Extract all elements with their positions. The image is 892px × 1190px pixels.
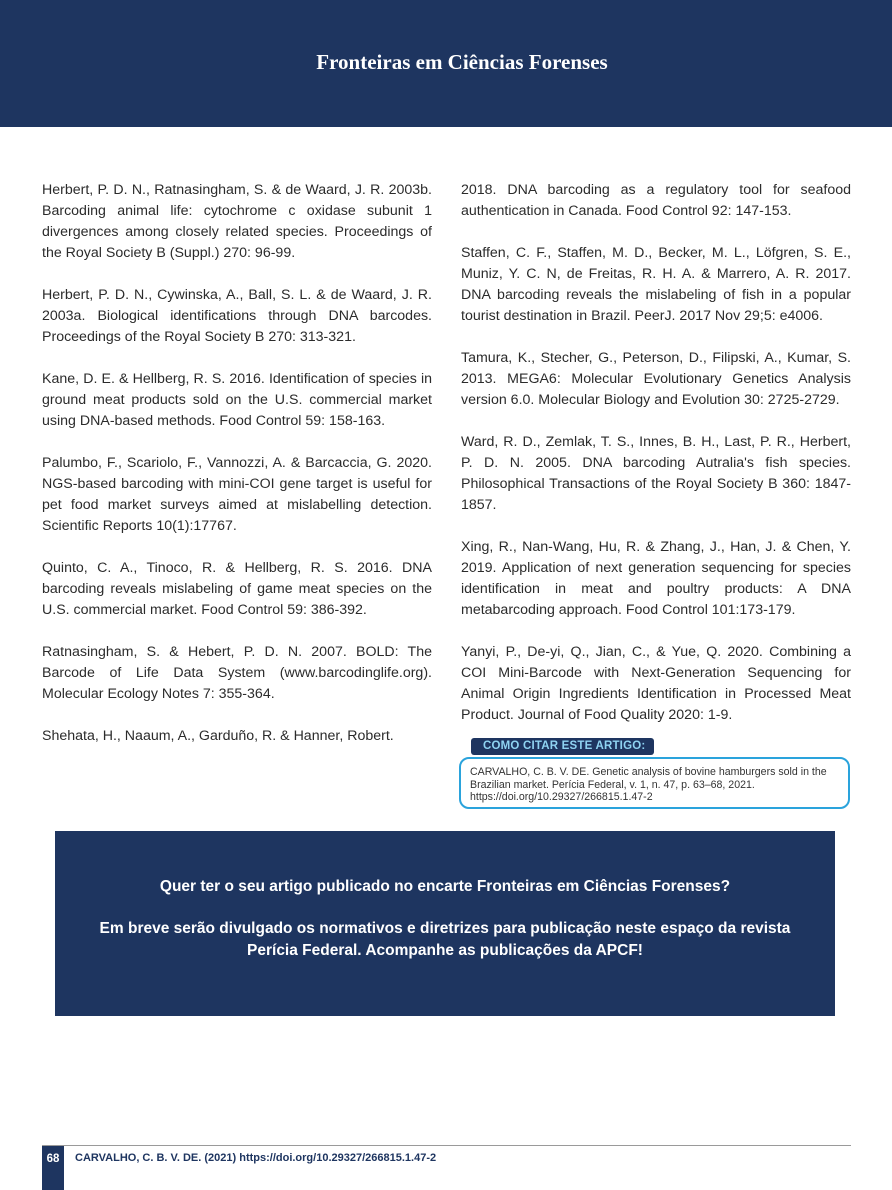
call-to-action-box	[55, 831, 835, 1016]
header-banner	[0, 0, 892, 127]
citation-label: COMO CITAR ESTE ARTIGO:	[471, 738, 654, 755]
reference-entry: Staffen, C. F., Staffen, M. D., Becker, M. L., Löfgren, S. E., Muniz, Y. C. N, de Freitas, R. H. A. & Marrero, A. R. 2017. DNA barcoding reveals the mislabeling of fish in a popular tourist destination in Brazil. PeerJ. 2017 Nov 29;5: e4006.	[461, 245, 851, 324]
references-left-column	[42, 180, 432, 768]
reference-entry: Ward, R. D., Zemlak, T. S., Innes, B. H., Last, P. R., Herbert, P. D. N. 2005. DNA barcoding Autralia's fish species. Philosophical Transactions of the Royal Society B 360: 1847-1857.	[461, 434, 851, 513]
reference-entry: Xing, R., Nan-Wang, Hu, R. & Zhang, J., Han, J. & Chen, Y. 2019. Application of next generation sequencing for species identification in meat and poultry products: A DNA metabarcoding approach. Food Control 101:173-179.	[461, 539, 851, 618]
reference-entry: Shehata, H., Naaum, A., Garduño, R. & Hanner, Robert.	[42, 728, 394, 744]
references-right-column	[461, 180, 851, 747]
reference-entry: Yanyi, P., De-yi, Q., Jian, C., & Yue, Q. 2020. Combining a COI Mini-Barcode with Next-Generation Sequencing for Animal Origin Ingredients Identification in Processed Meat Product. Journal of Food Quality 2020: 1-9.	[461, 644, 851, 723]
cta-question: Quer ter o seu artigo publicado no encarte Fronteiras em Ciências Forenses?	[159, 878, 731, 895]
footer-citation: CARVALHO, C. B. V. DE. (2021) https://doi.org/10.29327/266815.1.47-2	[75, 1152, 437, 1164]
reference-entry: Herbert, P. D. N., Cywinska, A., Ball, S. L. & de Waard, J. R. 2003a. Biological identifications through DNA barcodes. Proceedings of the Royal Society B 270: 313-321.	[42, 287, 432, 345]
reference-entry: Kane, D. E. & Hellberg, R. S. 2016. Identification of species in ground meat products sold on the U.S. commercial market using DNA-based methods. Food Control 59: 158-163.	[42, 371, 432, 429]
reference-entry: Herbert, P. D. N., Ratnasingham, S. & de Waard, J. R. 2003b. Barcoding animal life: cytochrome c oxidase subunit 1 divergences among closely related species. Proceedings of the Royal Society B (Suppl.) 270: 96-99.	[42, 182, 432, 261]
footer-divider	[42, 1145, 851, 1146]
citation-text: CARVALHO, C. B. V. DE. Genetic analysis of bovine hamburgers sold in the Brazilian market. Perícia Federal, v. 1, n. 47, p. 63–68, 2021. https://doi.org/10.29327/266815.1.47-2	[470, 766, 827, 803]
reference-entry: Ratnasingham, S. & Hebert, P. D. N. 2007. BOLD: The Barcode of Life Data System (www.barcodinglife.org). Molecular Ecology Notes 7: 355-364.	[42, 644, 432, 702]
reference-entry: Quinto, C. A., Tinoco, R. & Hellberg, R. S. 2016. DNA barcoding reveals mislabeling of game meat species on the U.S. commercial market. Food Control 59: 386-392.	[42, 560, 432, 618]
reference-entry: 2018. DNA barcoding as a regulatory tool for seafood authentication in Canada. Food Control 92: 147-153.	[461, 182, 851, 219]
reference-entry: Tamura, K., Stecher, G., Peterson, D., Filipski, A., Kumar, S. 2013. MEGA6: Molecular Evolutionary Genetics Analysis version 6.0. Molecular Biology and Evolution 30: 2725-2729.	[461, 350, 851, 408]
cta-announcement: Em breve serão divulgado os normativos e diretrizes para publicação neste espaço da revista Perícia Federal. Acompanhe as publicações da APCF!	[99, 920, 791, 959]
reference-entry: Palumbo, F., Scariolo, F., Vannozzi, A. & Barcaccia, G. 2020. NGS-based barcoding with mini-COI gene target is useful for pet food market surveys aimed at mislabelling detection. Scientific Reports 10(1):17767.	[42, 455, 432, 534]
citation-box	[459, 757, 850, 809]
publication-title: Fronteiras em Ciências Forenses	[316, 50, 608, 74]
page-number: 68	[42, 1146, 64, 1190]
